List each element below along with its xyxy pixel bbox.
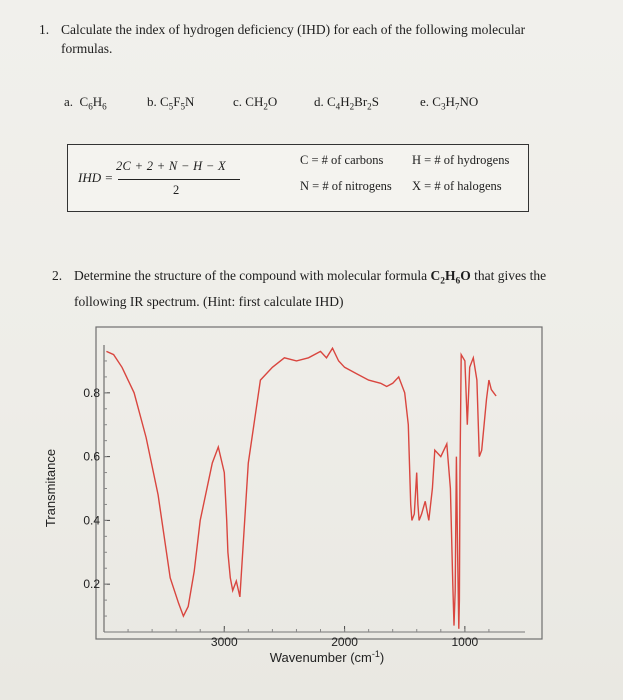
legend-halogens: X = # of halogens [412, 179, 502, 193]
x-tick-label-1: 2000 [331, 635, 358, 649]
q2-formula: $C_2H_6O$ [430, 268, 471, 287]
x-axis-label: Wavenumber $(cm^{-1})$ [269, 649, 385, 665]
y-axis-label: Transmitance [43, 448, 58, 528]
y-tick-label-0: 0.8 [83, 385, 100, 400]
legend-carbons: C = # of carbons [300, 153, 384, 167]
question-2-text: Determine the structure of the compound with molecular formula $C_2H_6O$ that gives the following IR spectrum. (Hint: first calculate IHD) [74, 268, 547, 309]
chart-frame [96, 327, 542, 639]
x-tick-label-0: 3000 [210, 635, 238, 649]
ir-spectrum-line [106, 348, 496, 629]
x-tick-label-2: 1000 [451, 635, 479, 649]
ihd-numerator: 2C + 2 + N − H − X [116, 159, 226, 173]
legend-nitrogens: N = # of nitrogens [300, 179, 392, 193]
formula-c: c. $CH_2O$ [233, 94, 278, 112]
question-1-line2: formulas. [61, 41, 113, 56]
ihd-denominator: 2 [173, 183, 180, 197]
formula-b: b. $C_5F_5N$ [147, 94, 195, 112]
legend-hydrogens: H = # of hydrogens [412, 153, 510, 167]
question-2-number: 2. [52, 268, 63, 283]
y-tick-label-2: 0.4 [83, 513, 100, 528]
y-tick-label-1: 0.6 [83, 449, 100, 464]
question-2-line2: following IR spectrum. (Hint: first calculate IHD) [74, 293, 344, 309]
question-1-line1: Calculate the index of hydrogen deficiency (IHD) for each of the following molecular [61, 22, 526, 37]
y-tick-label-3: 0.2 [83, 577, 100, 592]
question-1-number: 1. [39, 22, 50, 37]
ihd-lhs: IHD = [78, 170, 114, 185]
formula-a: a. $C_6H_6$ [64, 94, 107, 112]
formula-d: d. $C_4H_2Br_2S$ [314, 94, 379, 112]
formula-e: e. $C_3H_7NO$ [420, 94, 479, 112]
